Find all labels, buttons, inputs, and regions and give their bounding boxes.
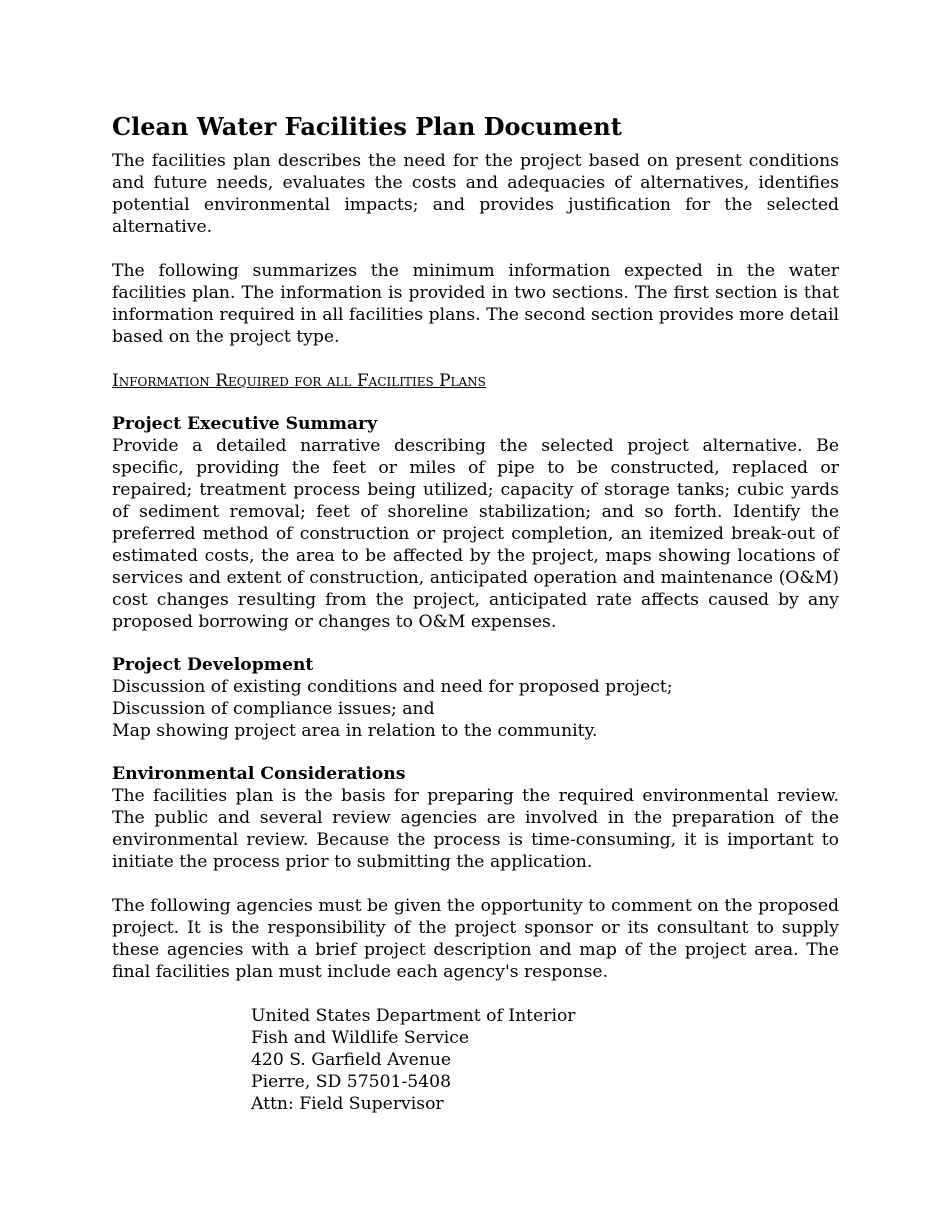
address-line-5: Attn: Field Supervisor — [251, 1094, 444, 1114]
project-development-heading: Project Development — [112, 655, 314, 675]
environmental-paragraph-1: The facilities plan is the basis for preparing the required environmental review. The public and several review agencies are involved in the preparation of the environmental review. Because the process is time-consuming, it is important to initiate the process prior to submitting the application. — [112, 786, 839, 872]
project-development-section — [112, 655, 839, 742]
project-development-line-3: Map showing project area in relation to the community. — [112, 721, 598, 741]
document-page — [112, 112, 839, 1115]
address-line-3: 420 S. Garfield Avenue — [251, 1050, 452, 1070]
project-development-line-1: Discussion of existing conditions and need for proposed project; — [112, 677, 673, 697]
address-line-4: Pierre, SD 57501-5408 — [251, 1072, 452, 1092]
environmental-paragraph-2: The following agencies must be given the opportunity to comment on the proposed project. It is the responsibility of the project sponsor or its consultant to supply these agencies with a brief project description and map of the project area. The final facilities plan must include each agency's response. — [112, 896, 839, 982]
intro-paragraph-1: The facilities plan describes the need for the project based on present conditions and future needs, evaluates the costs and adequacies of alternatives, identifies potential environmental impacts; and provides justification for the selected alternative. — [112, 151, 839, 237]
environmental-section — [112, 764, 839, 1115]
address-line-1: United States Department of Interior — [251, 1006, 576, 1026]
executive-summary-section — [112, 414, 839, 633]
agency-address — [251, 1005, 839, 1115]
document-title: Clean Water Facilities Plan Document — [112, 112, 622, 141]
address-line-2: Fish and Wildlife Service — [251, 1028, 470, 1048]
intro-paragraph-2: The following summarizes the minimum information expected in the water facilities plan. The information is provided in two sections. The first section is that information required in all facilities plans. The second section provides more detail based on the project type. — [112, 261, 839, 347]
executive-summary-heading: Project Executive Summary — [112, 414, 378, 434]
project-development-line-2: Discussion of compliance issues; and — [112, 699, 435, 719]
environmental-heading: Environmental Considerations — [112, 764, 406, 784]
section-label: Information Required for all Facilities Plans — [112, 371, 486, 391]
executive-summary-text: Provide a detailed narrative describing the selected project alternative. Be specific, providing the feet or miles of pipe to be constructed, replaced or repaired; treatment process being utilized; capacity of storage tanks; cubic yards of sediment removal; feet of shoreline stabilization; and so forth. Identify the preferred method of construction or project completion, an itemized break-out of estimated costs, the area to be affected by the project, maps showing locations of services and extent of construction, anticipated operation and maintenance (O&M) cost changes resulting from the project, anticipated rate affects caused by any proposed borrowing or changes to O&M expenses. — [112, 436, 839, 632]
